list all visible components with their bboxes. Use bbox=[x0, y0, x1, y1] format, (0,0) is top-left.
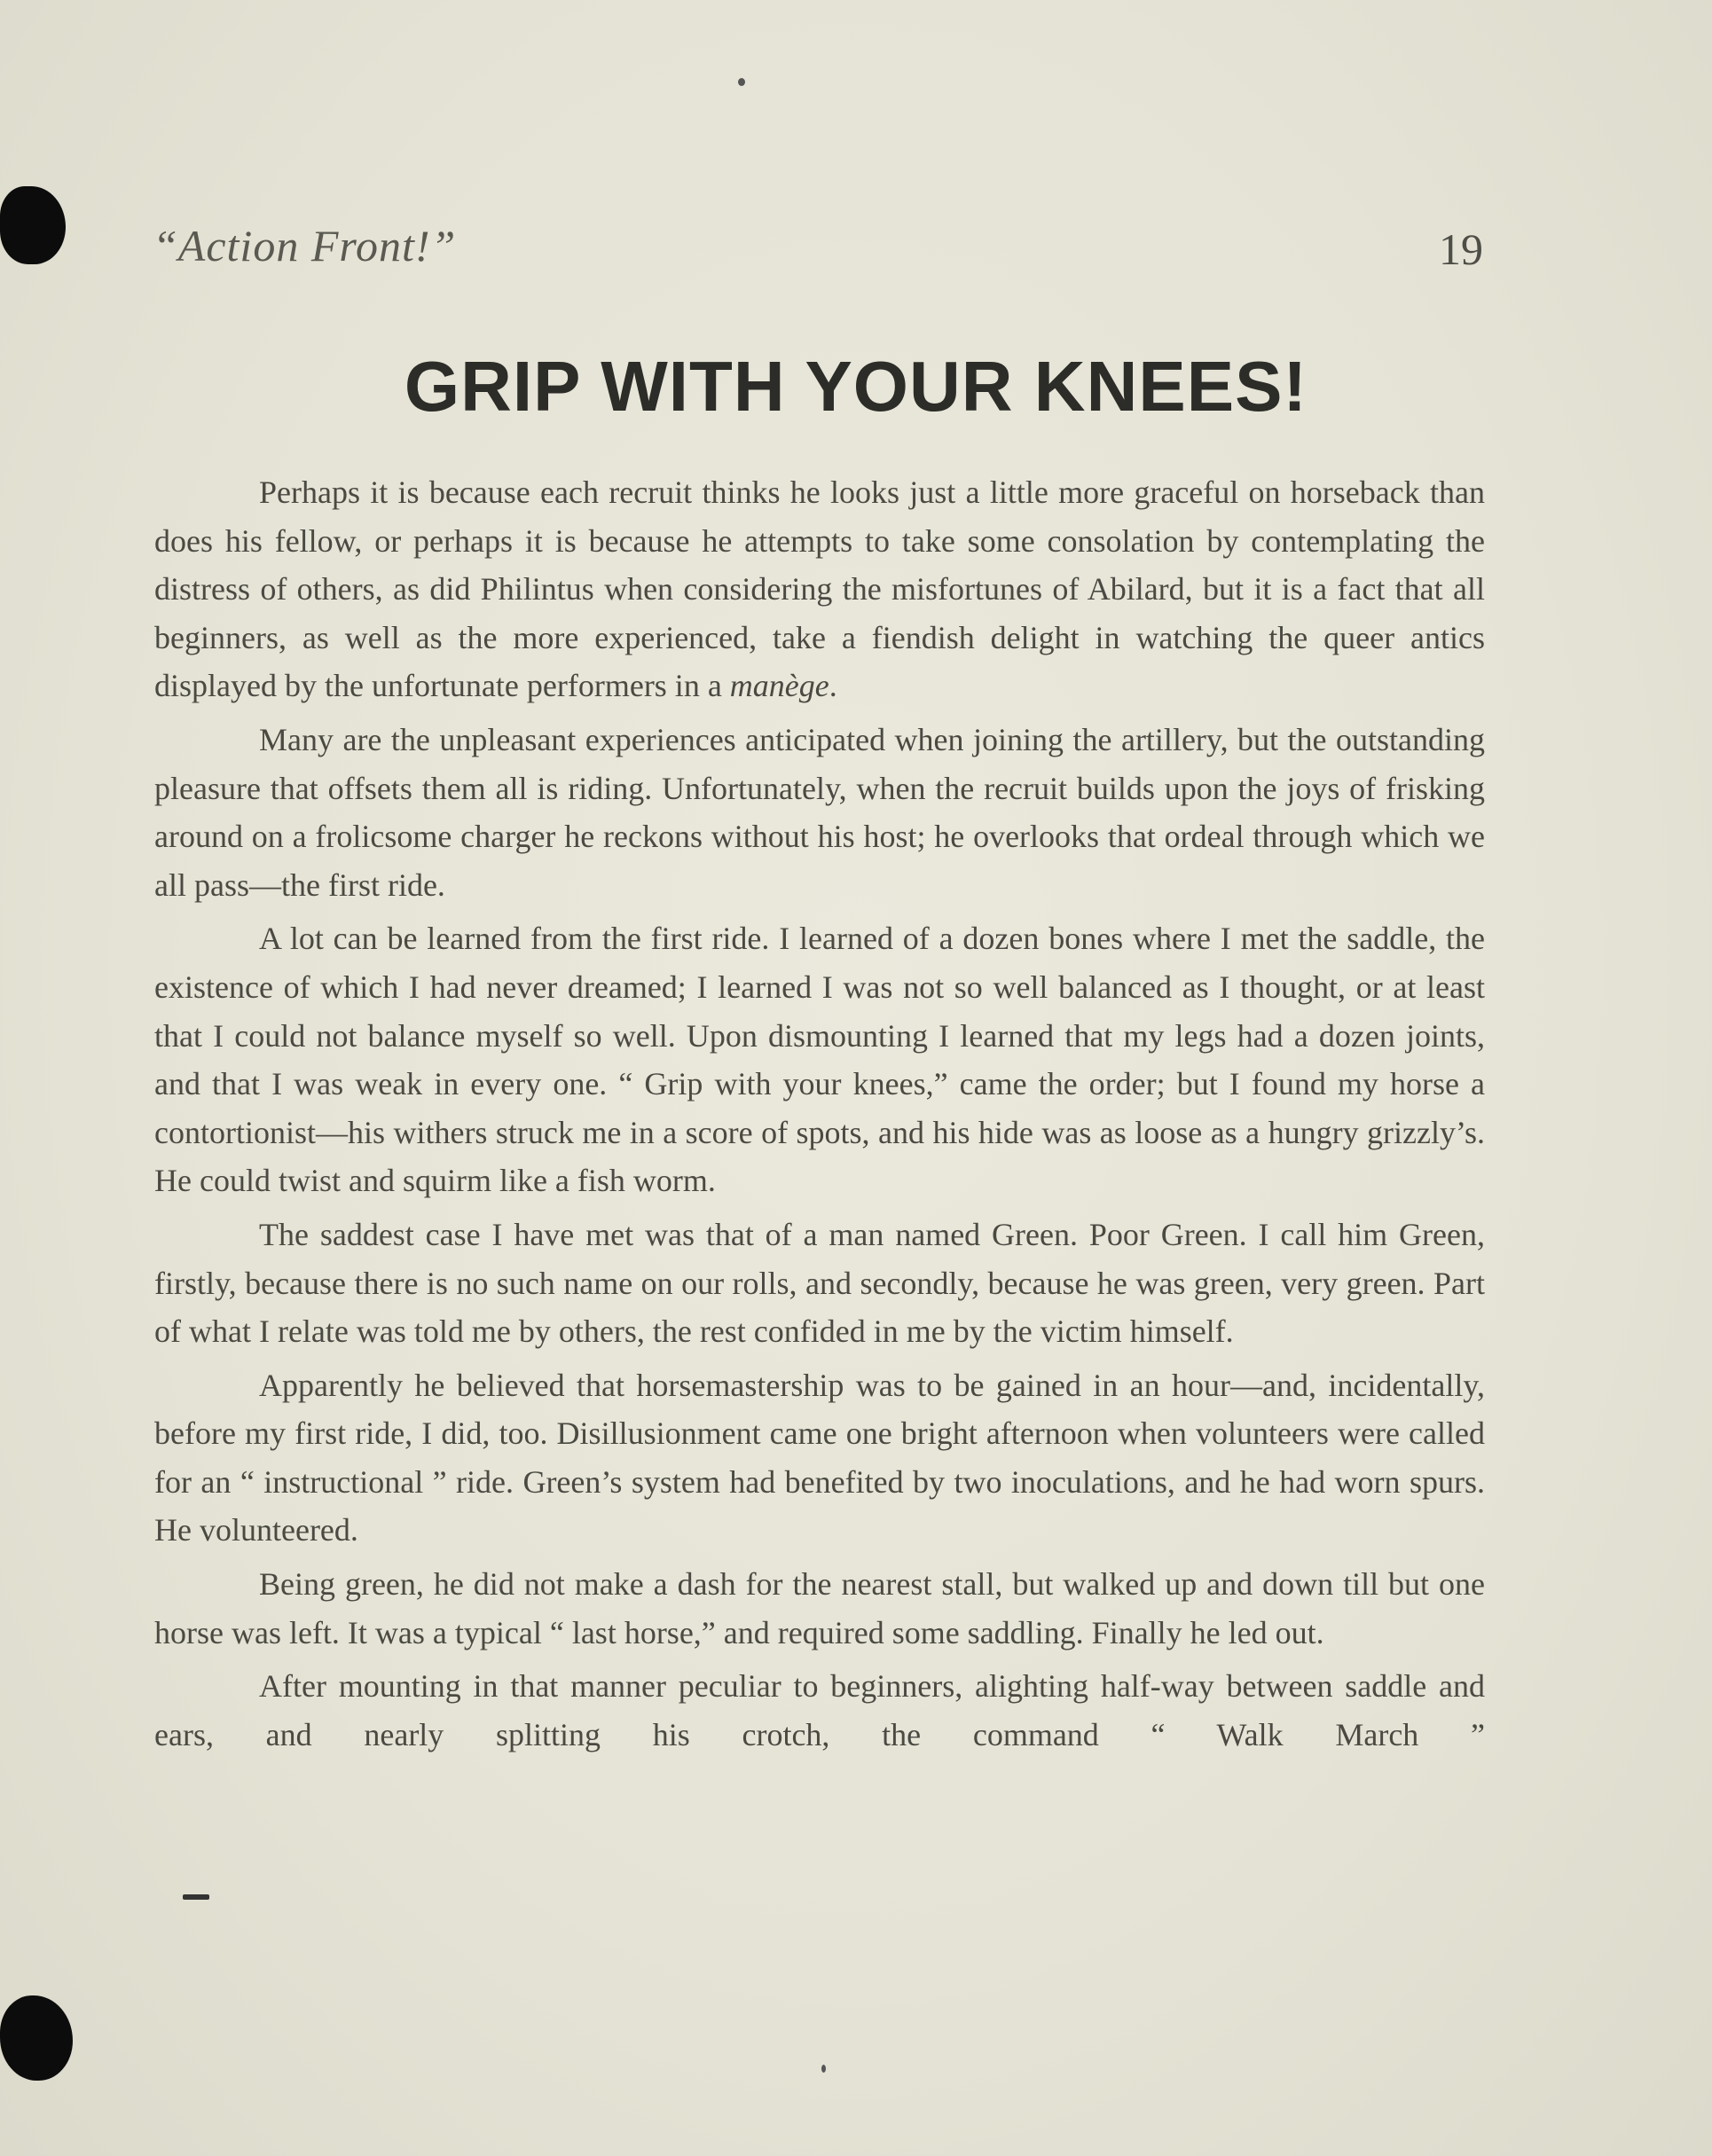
binding-hole-top bbox=[0, 186, 66, 264]
paragraph-6: Being green, he did not make a dash for the nearest stall, but walked up and down till but one horse was left. It was a typical “ last horse,” and required some saddling. Finally he led out. bbox=[154, 1566, 1485, 1650]
binding-hole-bottom bbox=[0, 1995, 73, 2081]
article-title: GRIP WITH YOUR KNEES! bbox=[404, 347, 1308, 426]
paragraph-5: Apparently he believed that horsemastership was to be gained in an hour—and, incidentally, before my first ride, I did, too. Disillusionment came one bright afternoon when volunteers were called for an “ instructional ” ride. Green’s system had benefited by two inoculations, and he had worn spurs. He volunteered. bbox=[154, 1367, 1485, 1548]
running-head-title: “Action Front!” bbox=[153, 221, 457, 270]
ink-speck bbox=[821, 2065, 826, 2073]
article-body bbox=[154, 468, 1485, 1764]
paragraph-1 bbox=[154, 468, 1485, 710]
paragraph-1-end: . bbox=[829, 668, 837, 704]
page-number: 19 bbox=[1439, 224, 1483, 274]
paragraph-3: A lot can be learned from the first ride. I learned of a dozen bones where I met the saddle, the existence of which I had never dreamed; I learned I was not so well balanced as I thought, or at least that I could not balance myself so well. Upon dismounting I learned that my legs had a dozen joints, and that I was weak in every one. “ Grip with your knees,” came the order; but I found my horse a contortionist—his withers struck me in a score of spots, and his hide was as loose as a hungry grizzly’s. He could twist and squirm like a fish worm. bbox=[154, 921, 1485, 1199]
paragraph-7: After mounting in that manner peculiar to beginners, alighting half-way between saddle and ears, and nearly splitting his crotch, the command “ Walk March ” bbox=[154, 1668, 1485, 1752]
printer-dash-mark bbox=[183, 1894, 209, 1900]
ink-speck bbox=[738, 78, 745, 86]
paragraph-4: The saddest case I have met was that of a man named Green. Poor Green. I call him Green, firstly, because there is no such name on our rolls, and secondly, because he was green, very green. Part of what I relate was told me by others, the rest confided in me by the victim himself. bbox=[154, 1216, 1485, 1350]
italic-term: manège bbox=[729, 668, 829, 704]
paragraph-2: Many are the unpleasant experiences anticipated when joining the artillery, but the outstanding pleasure that offsets them all is riding. Unfortunately, when the recruit builds upon the joys of frisking around on a frolicsome charger he reckons without his host; he overlooks that ordeal through which we all pass—the first ride. bbox=[154, 721, 1485, 903]
paragraph-1-text: Perhaps it is because each recruit thinks he looks just a little more graceful on horseback than does his fellow, or perhaps it is because he attempts to take some consolation by contemplating the distress of others, as did Philintus when considering the misfortunes of Abilard, but it is a fact that all beginners, as well as the more experienced, take a fiendish delight in watching the queer antics displayed by the unfortunate performers in a bbox=[154, 474, 1485, 704]
